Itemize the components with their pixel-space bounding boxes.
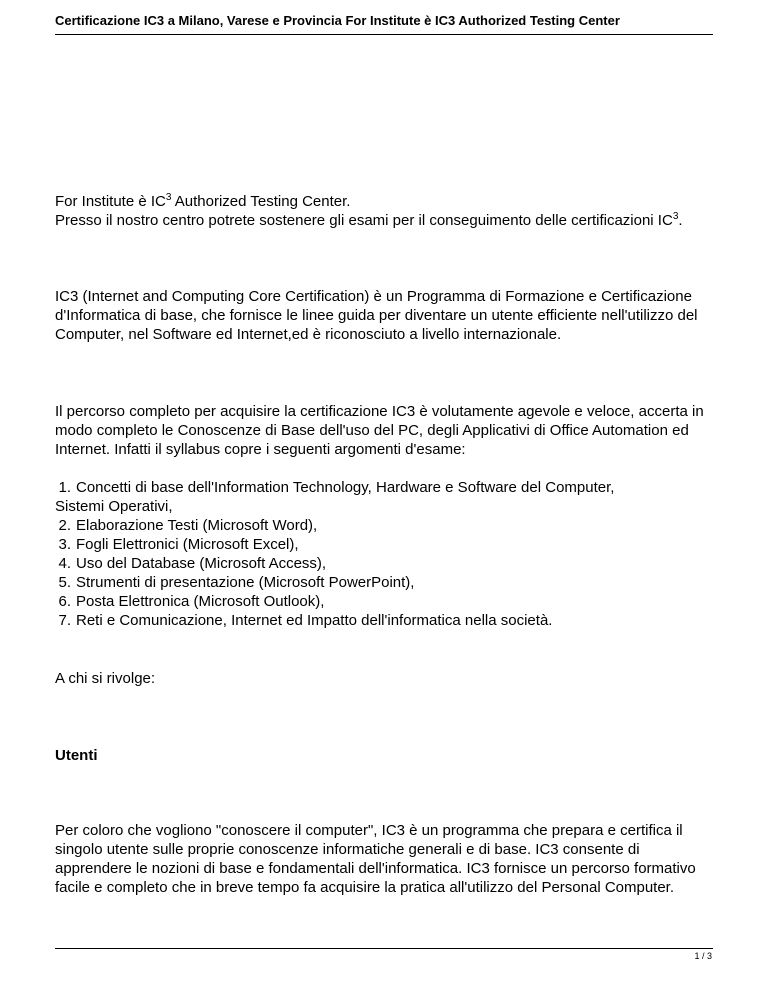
list-item-continuation: Sistemi Operativi, <box>55 498 173 515</box>
paragraph-utenti: Per coloro che vogliono "conoscere il computer", IC3 è un programma che prepara e certifica il singolo utente sulle proprie conoscenze informatiche generali e di base. IC3 consente di apprendere le nozioni di base e fondamentali dell'informatica. IC3 fornisce un percorso formativo facile e completo che in breve tempo fa acquisire la pratica all'utilizzo del Personal Computer. <box>55 822 696 896</box>
list-item-number: 4. <box>58 555 71 572</box>
list-item-text: Fogli Elettronici (Microsoft Excel), <box>76 536 299 553</box>
intro-line-1-a: For Institute è IC <box>55 193 166 210</box>
section-subtitle-utenti: Utenti <box>55 747 98 764</box>
list-item-number: 1. <box>58 479 71 496</box>
page-number: 1 / 3 <box>694 951 712 961</box>
page-header-title: Certificazione IC3 a Milano, Varese e Provincia For Institute è IC3 Authorized Testing Center <box>55 13 620 28</box>
intro-line-1 <box>55 192 719 211</box>
intro-line-2-b: . <box>678 212 683 229</box>
list-item <box>55 573 719 592</box>
list-item <box>55 592 719 611</box>
intro-line-1-sup: 3 <box>165 192 172 203</box>
paragraph-ic3-definition: IC3 (Internet and Computing Core Certification) è un Programma di Formazione e Certificazione d'Informatica di base, che fornisce le linee guida per diventare un utente efficiente nell'utilizzo del Computer, nel Software ed Internet,ed è riconosciuto a livello internazionale. <box>55 288 698 343</box>
intro-line-1-b: Authorized Testing Center. <box>171 193 351 210</box>
list-item-text: Strumenti di presentazione (Microsoft PowerPoint), <box>76 574 415 591</box>
list-item-number: 6. <box>58 593 71 610</box>
intro-line-2-sup: 3 <box>672 211 679 222</box>
list-item <box>55 554 719 573</box>
audience-label: A chi si rivolge: <box>55 670 156 687</box>
list-item <box>55 516 719 535</box>
list-item-text: Uso del Database (Microsoft Access), <box>76 555 327 572</box>
header-divider <box>55 34 713 35</box>
list-item-number: 7. <box>58 612 71 629</box>
list-item <box>55 478 719 497</box>
list-item-text: Reti e Comunicazione, Internet ed Impatto dell'informatica nella società. <box>76 612 553 629</box>
intro-block <box>55 192 719 230</box>
intro-line-2 <box>55 211 719 230</box>
list-item <box>55 611 719 630</box>
list-item-number: 5. <box>58 574 71 591</box>
list-item-text: Concetti di base dell'Information Technology, Hardware e Software del Computer, <box>76 479 615 496</box>
list-item-text: Elaborazione Testi (Microsoft Word), <box>76 517 318 534</box>
intro-line-2-a: Presso il nostro centro potrete sostenere gli esami per il conseguimento delle certificazioni IC <box>55 212 673 229</box>
list-item-number: 3. <box>58 536 71 553</box>
paragraph-percorso: Il percorso completo per acquisire la certificazione IC3 è volutamente agevole e veloce, accerta in modo completo le Conoscenze di Base dell'uso del PC, degli Applicativi di Office Automation ed Internet. Infatti il syllabus copre i seguenti argomenti d'esame: <box>55 403 704 458</box>
exam-topics-list <box>55 478 719 630</box>
list-item <box>55 535 719 554</box>
list-item-number: 2. <box>58 517 71 534</box>
footer-divider <box>55 948 713 949</box>
list-item-text: Posta Elettronica (Microsoft Outlook), <box>76 593 325 610</box>
